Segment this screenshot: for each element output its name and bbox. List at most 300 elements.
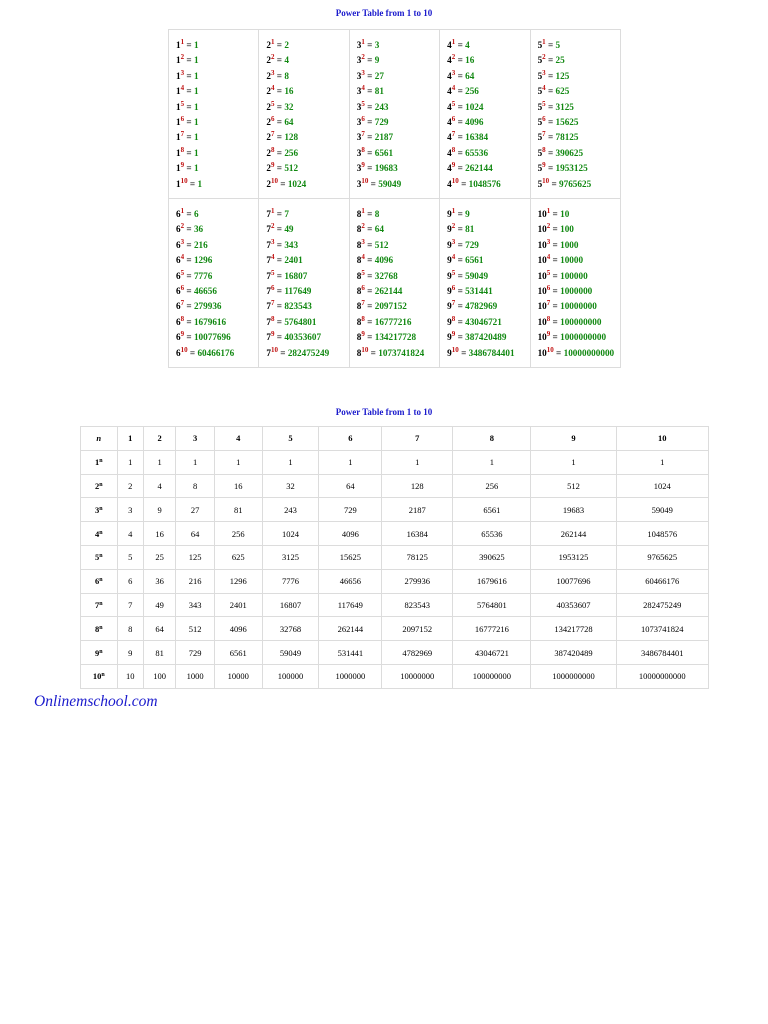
exponent: 7 <box>451 130 456 139</box>
base: 2 <box>266 55 271 66</box>
power-value: 2097152 <box>374 301 407 312</box>
exponent: 1 <box>180 207 185 215</box>
table-cell: 1 <box>382 450 453 474</box>
base: 6 <box>176 332 181 343</box>
base: 6 <box>176 224 181 235</box>
power-value: 16 <box>465 55 475 66</box>
equals-sign: = <box>274 147 285 158</box>
power-value: 3125 <box>555 101 574 112</box>
table-cell: 1073741824 <box>616 617 708 641</box>
table-cell: 1679616 <box>453 569 531 593</box>
table-cell: 1000 <box>176 664 215 688</box>
power-value: 8 <box>374 209 380 219</box>
equals-sign: = <box>549 178 559 189</box>
equals-sign: = <box>364 255 375 266</box>
base: 2 <box>266 86 271 97</box>
exponent: 4 <box>361 253 365 262</box>
table-cell: 8 <box>117 617 143 641</box>
base: 7 <box>266 332 271 343</box>
power-line <box>447 69 529 84</box>
table-cell: 1 <box>319 450 382 474</box>
power-value: 2401 <box>284 255 303 266</box>
exponent: 10 <box>361 345 369 354</box>
power-value: 216 <box>193 239 208 250</box>
exponent: 5 <box>451 99 456 108</box>
equals-sign: = <box>550 209 561 219</box>
exponent: 4 <box>546 253 551 262</box>
exponent: 3 <box>451 237 456 246</box>
base: 2 <box>266 70 271 81</box>
base: 8 <box>356 255 362 266</box>
power-value: 16777216 <box>374 316 412 327</box>
power-value: 60466176 <box>197 347 235 358</box>
power-line <box>266 38 348 53</box>
power-line <box>538 53 620 68</box>
exponent: 1 <box>361 207 365 215</box>
exponent: 8 <box>546 314 551 323</box>
power-value: 7 <box>284 209 289 219</box>
table-cell: 81 <box>214 498 262 522</box>
equals-sign: = <box>184 86 194 97</box>
power-value: 1000000 <box>560 285 593 296</box>
base: 2 <box>266 40 271 50</box>
equals-sign: = <box>458 347 469 358</box>
base: 5 <box>537 147 543 158</box>
table-cell: 15625 <box>319 545 382 569</box>
exponent: 6 <box>451 114 456 123</box>
table-cell: 6 <box>117 569 143 593</box>
exponent: 1 <box>361 38 365 46</box>
column-header: 6 <box>319 427 382 451</box>
power-line <box>176 253 258 268</box>
power-line <box>447 84 529 99</box>
table-cell: 117649 <box>319 593 382 617</box>
base: 6 <box>176 255 181 266</box>
base: 5 <box>537 116 543 127</box>
exponent: 5 <box>270 268 275 277</box>
base: 4 <box>447 132 452 143</box>
table-cell: 343 <box>176 593 215 617</box>
equals-sign: = <box>545 101 556 112</box>
table-row <box>81 545 709 569</box>
base: 5 <box>537 40 543 50</box>
table-cell: 134217728 <box>531 617 616 641</box>
power-line <box>357 161 439 176</box>
power-line <box>357 207 439 222</box>
table-cell: 512 <box>176 617 215 641</box>
exponent: 2 <box>180 53 185 62</box>
power-value: 134217728 <box>374 332 417 343</box>
equals-sign: = <box>455 270 466 281</box>
exponent: 4 <box>361 84 365 93</box>
table-cell: 25 <box>143 545 175 569</box>
equals-sign: = <box>184 40 194 50</box>
equals-sign: = <box>364 86 375 97</box>
power-value: 1679616 <box>193 316 227 327</box>
equals-sign: = <box>545 40 556 50</box>
power-value: 8 <box>284 70 289 81</box>
exponent: 1 <box>180 38 185 46</box>
power-cell-base-6 <box>169 199 259 368</box>
power-line <box>538 84 620 99</box>
table-cell: 8 <box>176 474 215 498</box>
base: 7 <box>266 239 271 250</box>
exponent: 5 <box>180 268 185 277</box>
table-cell: 78125 <box>382 545 453 569</box>
power-line <box>266 146 348 161</box>
power-line <box>447 299 529 314</box>
table-row <box>81 664 709 688</box>
table-cell: 1024 <box>262 522 319 546</box>
equals-sign: = <box>368 347 379 358</box>
power-value: 6 <box>193 209 199 219</box>
power-line <box>176 115 258 130</box>
exponent: 8 <box>361 314 365 323</box>
power-line <box>357 346 439 361</box>
equals-sign: = <box>550 301 561 312</box>
power-value: 1048576 <box>468 178 501 189</box>
equals-sign: = <box>274 316 285 327</box>
grid-row <box>169 199 621 368</box>
base: 6 <box>176 316 181 327</box>
table-cell: 16 <box>214 474 262 498</box>
power-line <box>357 330 439 345</box>
exponent: 3 <box>180 237 185 246</box>
table-cell: 4096 <box>214 617 262 641</box>
column-header: 4 <box>214 427 262 451</box>
base: 5 <box>537 178 543 189</box>
base: 10 <box>537 270 547 281</box>
base: 7 <box>266 255 271 266</box>
column-header: 5 <box>262 427 319 451</box>
power-value: 4096 <box>374 255 394 266</box>
table-cell: 43046721 <box>453 641 531 665</box>
exponent: 3 <box>542 68 546 77</box>
equals-sign: = <box>550 332 561 343</box>
table-cell: 1000000 <box>319 664 382 688</box>
header-row <box>81 427 709 451</box>
power-value: 3486784401 <box>468 347 515 358</box>
table-cell: 9 <box>117 641 143 665</box>
table-cell: 2097152 <box>382 617 453 641</box>
equals-sign: = <box>187 178 198 189</box>
power-value: 81 <box>465 224 475 235</box>
table-cell: 3486784401 <box>616 641 708 665</box>
exponent: 1 <box>542 38 546 46</box>
equals-sign: = <box>184 163 194 174</box>
table-cell: 1 <box>176 450 215 474</box>
equals-sign: = <box>455 285 466 296</box>
power-value: 5 <box>555 40 561 50</box>
power-cell-base-7 <box>259 199 349 368</box>
power-value: 78125 <box>555 132 579 143</box>
equals-sign: = <box>455 116 466 127</box>
equals-sign: = <box>364 209 375 219</box>
base: 8 <box>356 316 362 327</box>
power-value: 6561 <box>465 255 484 266</box>
power-value: 1 <box>193 86 199 97</box>
power-value: 343 <box>284 239 299 250</box>
exponent: 5 <box>361 99 365 108</box>
power-value: 1 <box>197 178 203 189</box>
table-cell: 59049 <box>616 498 708 522</box>
table-cell: 49 <box>143 593 175 617</box>
equals-sign: = <box>364 55 375 66</box>
power-value: 1 <box>193 163 199 174</box>
table-cell: 3125 <box>262 545 319 569</box>
power-value: 81 <box>374 86 384 97</box>
power-value: 1000 <box>560 239 579 250</box>
table-cell: 1296 <box>214 569 262 593</box>
exponent: 2 <box>270 222 275 231</box>
power-value: 4782969 <box>465 301 498 312</box>
power-value: 4 <box>465 40 470 50</box>
power-value: 390625 <box>555 147 584 158</box>
equals-sign: = <box>364 40 375 50</box>
base: 2 <box>266 147 271 158</box>
row-header <box>81 522 118 546</box>
equals-sign: = <box>274 209 285 219</box>
base: 4 <box>447 70 452 81</box>
power-line <box>447 222 529 237</box>
exponent: 7 <box>451 299 456 308</box>
base: 3 <box>356 116 362 127</box>
power-value: 823543 <box>284 301 312 312</box>
table-cell: 729 <box>319 498 382 522</box>
base: 7 <box>266 209 271 219</box>
power-line <box>538 177 620 192</box>
power-value: 128 <box>284 132 299 143</box>
power-line <box>447 146 529 161</box>
table-cell: 5764801 <box>453 593 531 617</box>
equals-sign: = <box>364 239 375 250</box>
equals-sign: = <box>184 255 194 266</box>
exponent: 8 <box>180 314 185 323</box>
power-value: 16807 <box>284 270 308 281</box>
exponent: 7 <box>270 299 275 308</box>
table-cell: 64 <box>319 474 382 498</box>
equals-sign: = <box>455 55 466 66</box>
exponent: 3 <box>546 237 551 246</box>
table-cell: 1 <box>262 450 319 474</box>
base: 3 <box>356 40 362 50</box>
power-value: 1 <box>193 116 199 127</box>
power-value: 65536 <box>465 147 489 158</box>
exponent: 10 <box>451 345 459 354</box>
table-cell: 2401 <box>214 593 262 617</box>
power-cell-base-8 <box>349 199 439 368</box>
power-value: 9765625 <box>559 178 592 189</box>
power-value: 262144 <box>374 285 403 296</box>
table-cell: 100 <box>143 664 175 688</box>
equals-sign: = <box>364 301 375 312</box>
exponent: 5 <box>546 268 551 277</box>
base: 1 <box>176 70 181 81</box>
table-cell: 1 <box>531 450 616 474</box>
exponent: 4 <box>542 84 546 93</box>
equals-sign: = <box>274 301 285 312</box>
exponent: 6 <box>542 114 546 123</box>
power-value: 10000000000 <box>563 347 615 358</box>
column-header: 3 <box>176 427 215 451</box>
base: 4 <box>447 101 452 112</box>
table-cell: 10000 <box>214 664 262 688</box>
power-value: 243 <box>374 101 389 112</box>
equals-sign: = <box>274 86 285 97</box>
power-line <box>176 269 258 284</box>
base: 4 <box>447 147 452 158</box>
exponent: 9 <box>542 161 546 170</box>
column-header: 2 <box>143 427 175 451</box>
equals-sign: = <box>550 285 561 296</box>
base: 3 <box>356 147 362 158</box>
exponent: 4 <box>451 253 456 262</box>
exponent: 3 <box>270 68 275 77</box>
power-line <box>538 269 620 284</box>
equals-sign: = <box>455 209 466 219</box>
table-cell: 1048576 <box>616 522 708 546</box>
base: 1 <box>176 55 181 66</box>
power-line <box>266 284 348 299</box>
base: 10 <box>537 285 547 296</box>
power-value: 46656 <box>193 285 217 296</box>
exponent: 6 <box>270 283 275 292</box>
base: 5 <box>537 70 543 81</box>
power-value: 2 <box>284 40 289 50</box>
equals-sign: = <box>274 224 285 235</box>
table-cell: 387420489 <box>531 641 616 665</box>
power-value: 3 <box>374 40 380 50</box>
power-value: 5764801 <box>284 316 317 327</box>
table-cell: 16807 <box>262 593 319 617</box>
table-row <box>81 569 709 593</box>
exponent: 7 <box>270 130 275 139</box>
table-cell: 4782969 <box>382 641 453 665</box>
exponent: 8 <box>270 314 275 323</box>
power-line <box>176 330 258 345</box>
power-value: 4 <box>284 55 289 66</box>
power-value: 1024 <box>465 101 484 112</box>
exponent: 2 <box>542 53 546 62</box>
row-base: 9 <box>94 647 100 658</box>
power-value: 279936 <box>193 301 222 312</box>
base: 2 <box>266 116 271 127</box>
row-exponent: n <box>101 672 105 679</box>
power-line <box>357 238 439 253</box>
base: 1 <box>176 40 181 50</box>
power-line <box>538 69 620 84</box>
power-line <box>447 284 529 299</box>
equals-sign: = <box>550 255 561 266</box>
exponent: 2 <box>180 222 185 231</box>
power-line <box>447 346 529 361</box>
equals-sign: = <box>368 178 379 189</box>
power-line <box>266 100 348 115</box>
power-value: 1 <box>193 55 199 66</box>
table-cell: 512 <box>531 474 616 498</box>
base: 3 <box>356 86 362 97</box>
power-value: 1296 <box>193 255 213 266</box>
equals-sign: = <box>274 132 285 143</box>
table-cell: 100000000 <box>453 664 531 688</box>
power-line <box>447 38 529 53</box>
power-value: 100000000 <box>560 316 602 327</box>
exponent: 7 <box>361 130 365 139</box>
row-base: 7 <box>94 599 100 610</box>
equals-sign: = <box>184 239 194 250</box>
equals-sign: = <box>545 55 556 66</box>
power-value: 1073741824 <box>378 347 425 358</box>
exponent: 6 <box>451 283 456 292</box>
exponent: 6 <box>180 283 185 292</box>
power-line <box>538 38 620 53</box>
power-value: 19683 <box>374 163 398 174</box>
exponent: 5 <box>270 99 275 108</box>
table-cell: 32 <box>262 474 319 498</box>
table-cell: 729 <box>176 641 215 665</box>
table-cell: 10000000 <box>382 664 453 688</box>
column-header: 8 <box>453 427 531 451</box>
power-line <box>176 238 258 253</box>
base: 4 <box>447 86 452 97</box>
grid-row <box>169 30 621 199</box>
power-line <box>538 284 620 299</box>
power-line <box>357 115 439 130</box>
base: 9 <box>447 270 452 281</box>
exponent: 9 <box>180 330 185 339</box>
exponent: 2 <box>361 222 365 231</box>
table-cell: 65536 <box>453 522 531 546</box>
base: 4 <box>447 116 452 127</box>
table-cell: 64 <box>176 522 215 546</box>
base: 5 <box>537 132 543 143</box>
power-line <box>176 346 258 361</box>
power-line <box>357 100 439 115</box>
power-line <box>176 315 258 330</box>
exponent: 9 <box>361 161 365 170</box>
table-cell: 16384 <box>382 522 453 546</box>
equals-sign: = <box>184 285 194 296</box>
power-value: 10000000 <box>560 301 597 312</box>
exponent: 10 <box>180 176 188 185</box>
exponent: 5 <box>180 99 185 108</box>
equals-sign: = <box>455 224 466 235</box>
base: 3 <box>356 132 362 143</box>
equals-sign: = <box>545 116 556 127</box>
base: 8 <box>356 332 362 343</box>
exponent: 3 <box>270 237 275 246</box>
power-cell-base-9 <box>440 199 530 368</box>
power-line <box>447 238 529 253</box>
table-cell: 262144 <box>531 522 616 546</box>
power-cell-base-2 <box>259 30 349 199</box>
exponent: 6 <box>180 114 185 123</box>
power-value: 64 <box>465 70 475 81</box>
equals-sign: = <box>184 70 194 81</box>
exponent: 1 <box>546 207 551 215</box>
exponent: 9 <box>451 161 456 170</box>
exponent: 10 <box>180 345 188 354</box>
table-cell: 81 <box>143 641 175 665</box>
row-header <box>81 474 118 498</box>
power-line <box>538 330 620 345</box>
power-value: 49 <box>284 224 294 235</box>
power-line <box>357 69 439 84</box>
base: 6 <box>176 239 181 250</box>
power-line <box>538 315 620 330</box>
site-link[interactable]: Onlinemschool.com <box>34 693 158 710</box>
power-line <box>447 315 529 330</box>
